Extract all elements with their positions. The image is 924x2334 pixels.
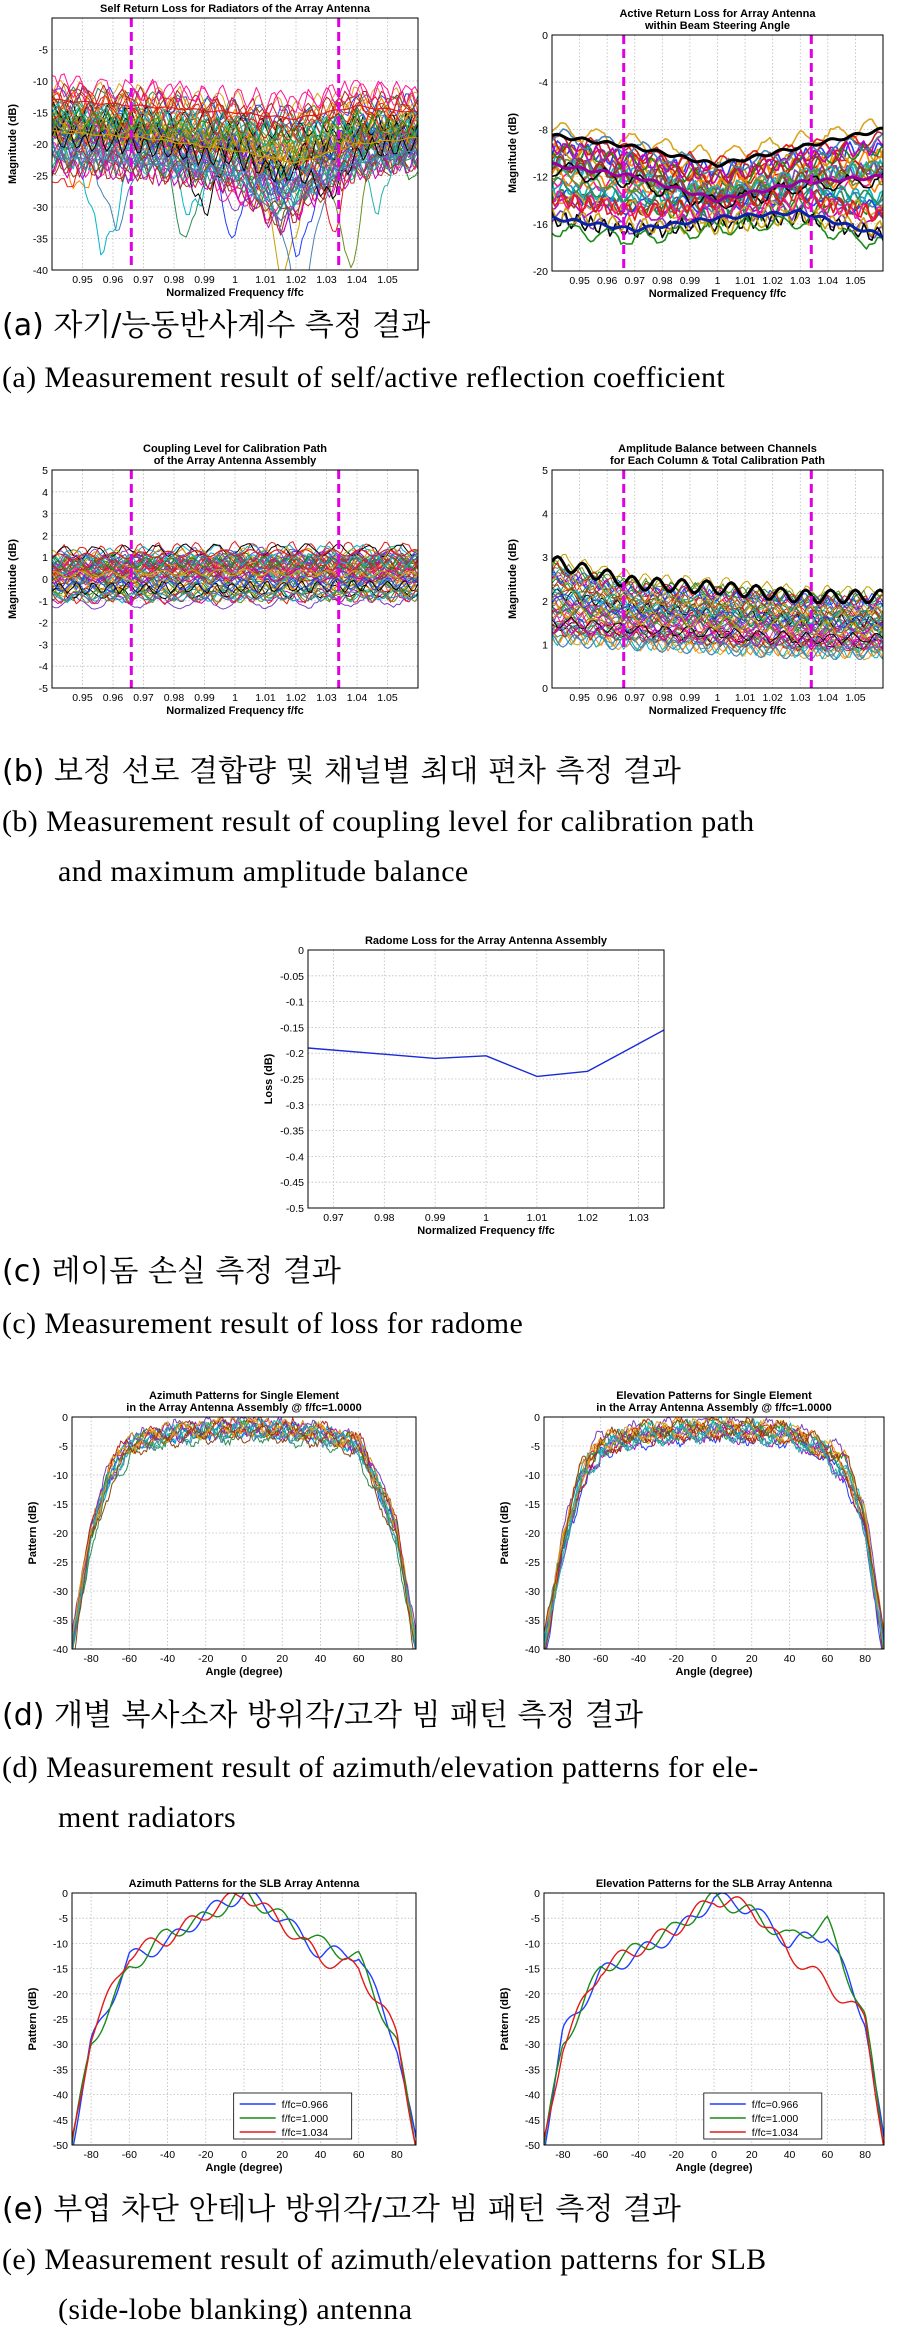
y-tick-label: 5 xyxy=(542,465,548,477)
x-axis-label: Normalized Frequency f/fc xyxy=(417,1225,555,1237)
legend-label: f/fc=1.000 xyxy=(751,2113,799,2125)
x-tick-label: 60 xyxy=(352,2149,365,2161)
x-tick-label: 40 xyxy=(314,1653,327,1665)
x-tick-label: 0.98 xyxy=(163,692,185,704)
y-tick-label: -10 xyxy=(32,76,48,88)
y-tick-label: -15 xyxy=(32,107,48,120)
y-tick-label: -10 xyxy=(524,1470,540,1482)
y-axis-label: Magnitude (dB) xyxy=(507,112,519,194)
y-tick-label: -20 xyxy=(532,266,548,278)
x-tick-label: 1.04 xyxy=(817,692,839,704)
x-tick-label: -20 xyxy=(198,1653,214,1665)
x-tick-label: 0.95 xyxy=(72,274,93,286)
x-tick-label: 1.02 xyxy=(285,274,307,286)
x-axis-label: Normalized Frequency f/fc xyxy=(166,705,304,717)
y-tick-label: -40 xyxy=(52,1644,68,1656)
y-axis-label: Pattern (dB) xyxy=(499,1501,511,1565)
caption-d-english-line1: (d) Measurement result of azimuth/elevation patterns for ele- xyxy=(2,1751,759,1784)
chart-title: Elevation Patterns for the SLB Array Antenna xyxy=(595,1878,833,1890)
x-tick-label: 1.04 xyxy=(346,274,368,286)
x-tick-label: 0.96 xyxy=(102,692,124,704)
x-axis-label: Normalized Frequency f/fc xyxy=(648,288,787,300)
x-tick-label: 0 xyxy=(711,1653,717,1665)
x-tick-label: 0.97 xyxy=(133,274,154,286)
x-tick-label: -20 xyxy=(668,1653,684,1665)
x-tick-label: 1.03 xyxy=(790,692,811,704)
y-tick-label: -10 xyxy=(52,1470,68,1482)
caption-d-korean: (d) 개별 복사소자 방위각/고각 빔 패턴 측정 결과 xyxy=(2,1698,643,1733)
caption-c-english: (c) Measurement result of loss for radome xyxy=(2,1307,524,1340)
x-tick-label: -40 xyxy=(159,2149,176,2161)
x-tick-label: 0.96 xyxy=(596,692,618,704)
y-tick-label: 3 xyxy=(542,552,548,565)
x-tick-label: 40 xyxy=(314,2149,327,2161)
chart-title: for Each Column & Total Calibration Path xyxy=(610,455,825,467)
x-axis-label: Angle (degree) xyxy=(675,1666,753,1678)
y-tick-label: -30 xyxy=(52,2039,68,2052)
y-tick-label: 5 xyxy=(42,465,48,477)
x-tick-label: -40 xyxy=(630,2149,647,2161)
y-tick-label: -15 xyxy=(524,1499,540,1511)
y-tick-label: -16 xyxy=(532,218,548,231)
x-tick-label: 0.95 xyxy=(569,692,590,704)
y-tick-label: -15 xyxy=(52,1963,68,1976)
y-tick-label: -35 xyxy=(524,2064,540,2077)
y-tick-label: -5 xyxy=(38,44,48,57)
caption-c-korean: (c) 레이돔 손실 측정 결과 xyxy=(2,1254,341,1289)
y-tick-label: -30 xyxy=(524,1586,540,1598)
y-tick-label: -25 xyxy=(52,2014,68,2026)
y-tick-label: -0.35 xyxy=(280,1125,304,1138)
y-tick-label: -4 xyxy=(538,77,548,90)
x-tick-label: 60 xyxy=(352,1653,365,1665)
y-tick-label: -20 xyxy=(524,1528,540,1540)
y-tick-label: -35 xyxy=(32,233,48,246)
x-tick-label: 20 xyxy=(745,1653,758,1665)
x-tick-label: 1.01 xyxy=(526,1212,548,1224)
x-tick-label: 60 xyxy=(821,2149,834,2161)
y-tick-label: -25 xyxy=(524,2014,540,2026)
x-tick-label: 1.01 xyxy=(255,692,276,704)
y-tick-label: -20 xyxy=(32,139,48,151)
x-tick-label: 1.01 xyxy=(734,275,756,287)
x-tick-label: 0.99 xyxy=(194,274,215,286)
y-axis-label: Magnitude (dB) xyxy=(7,103,19,185)
x-tick-label: 0 xyxy=(241,2149,247,2161)
chart-title: in the Array Antenna Assembly @ f/fc=1.0000 xyxy=(126,1402,362,1414)
x-tick-label: -80 xyxy=(555,1653,571,1665)
y-tick-label: 0 xyxy=(42,574,48,586)
x-axis-label: Angle (degree) xyxy=(205,1666,283,1678)
y-tick-label: -5 xyxy=(530,1913,540,1926)
x-tick-label: -80 xyxy=(83,1653,99,1665)
x-tick-label: 1.05 xyxy=(377,692,398,704)
y-tick-label: -40 xyxy=(52,2089,68,2102)
y-tick-label: 0 xyxy=(534,1412,540,1424)
caption-a-korean: (a) 자기/능동반사계수 측정 결과 xyxy=(2,308,431,343)
chart-title: Active Return Loss for Array Antenna xyxy=(619,8,816,20)
x-tick-label: 1.01 xyxy=(734,692,756,704)
x-tick-label: -60 xyxy=(121,1653,137,1665)
x-tick-label: 1.05 xyxy=(845,275,866,287)
x-tick-label: 0 xyxy=(241,1653,247,1665)
y-tick-label: 0 xyxy=(542,30,548,42)
y-tick-label: -2 xyxy=(38,617,48,630)
chart-title: Radome Loss for the Array Antenna Assembly xyxy=(364,935,608,947)
y-tick-label: -5 xyxy=(58,1441,68,1453)
x-tick-label: 60 xyxy=(821,1653,834,1665)
y-tick-label: -15 xyxy=(52,1499,68,1511)
legend-label: f/fc=0.966 xyxy=(751,2099,799,2111)
y-tick-label: -40 xyxy=(524,1644,540,1656)
x-axis-label: Angle (degree) xyxy=(675,2162,753,2174)
caption-a-english: (a) Measurement result of self/active reflection coefficient xyxy=(2,361,726,394)
y-tick-label: -30 xyxy=(32,202,48,214)
y-tick-label: -0.4 xyxy=(285,1151,304,1164)
x-tick-label: 0.99 xyxy=(194,692,215,704)
y-tick-label: -0.5 xyxy=(285,1203,304,1215)
x-tick-label: -60 xyxy=(593,1653,609,1665)
x-tick-label: -40 xyxy=(159,1653,176,1665)
y-tick-label: -40 xyxy=(524,2089,540,2102)
y-tick-label: -0.15 xyxy=(280,1022,304,1035)
y-tick-label: -0.1 xyxy=(285,996,304,1009)
y-tick-label: 2 xyxy=(542,595,548,608)
x-tick-label: 0.97 xyxy=(624,692,645,704)
x-tick-label: 1 xyxy=(232,692,238,704)
chart-title: Coupling Level for Calibration Path xyxy=(143,443,327,455)
caption-e-english-line2: (side-lobe blanking) antenna xyxy=(58,2293,413,2326)
y-tick-label: 1 xyxy=(542,639,548,652)
x-tick-label: 1.05 xyxy=(845,692,866,704)
caption-b-korean: (b) 보정 선로 결합량 및 채널별 최대 편차 측정 결과 xyxy=(2,754,681,789)
y-tick-label: 0 xyxy=(62,1888,68,1900)
x-tick-label: -80 xyxy=(83,2149,99,2161)
chart-title: Azimuth Patterns for Single Element xyxy=(148,1390,340,1402)
y-axis-label: Magnitude (dB) xyxy=(507,538,519,620)
legend-label: f/fc=1.034 xyxy=(281,2127,329,2139)
x-tick-label: -60 xyxy=(121,2149,137,2161)
y-tick-label: 4 xyxy=(542,508,548,521)
y-tick-label: -20 xyxy=(52,1528,68,1540)
x-tick-label: 0.95 xyxy=(72,692,93,704)
x-tick-label: 40 xyxy=(783,1653,796,1665)
x-axis-label: Normalized Frequency f/fc xyxy=(166,287,304,299)
caption-d-english-line2: ment radiators xyxy=(58,1801,237,1834)
y-tick-label: -25 xyxy=(52,1557,68,1569)
y-tick-label: -0.05 xyxy=(280,970,304,983)
x-axis-label: Angle (degree) xyxy=(205,2162,283,2174)
y-tick-label: -0.45 xyxy=(280,1177,304,1190)
x-tick-label: 0.99 xyxy=(424,1212,446,1224)
x-tick-label: 1.01 xyxy=(255,274,276,286)
x-tick-label: 0.97 xyxy=(133,692,154,704)
x-tick-label: 1 xyxy=(714,692,721,704)
y-tick-label: 2 xyxy=(42,530,48,543)
y-tick-label: -45 xyxy=(524,2114,540,2127)
chart-title: Azimuth Patterns for the SLB Array Antenna xyxy=(128,1878,360,1890)
y-tick-label: 0 xyxy=(298,945,304,957)
y-tick-label: -5 xyxy=(58,1913,68,1926)
y-axis-label: Loss (dB) xyxy=(263,1053,275,1105)
y-tick-label: 0 xyxy=(542,683,548,695)
y-tick-label: -40 xyxy=(32,265,48,277)
x-tick-label: -20 xyxy=(198,2149,214,2161)
y-tick-label: -25 xyxy=(32,170,48,183)
y-tick-label: 4 xyxy=(42,486,48,499)
y-tick-label: -25 xyxy=(524,1557,540,1569)
x-tick-label: 0.97 xyxy=(323,1212,344,1224)
y-tick-label: -3 xyxy=(38,639,48,652)
x-tick-label: 1.03 xyxy=(316,274,337,286)
y-axis-label: Magnitude (dB) xyxy=(7,538,19,620)
y-tick-label: -0.3 xyxy=(285,1099,304,1112)
y-tick-label: 0 xyxy=(534,1888,540,1900)
y-tick-label: -35 xyxy=(524,1615,540,1627)
y-tick-label: 1 xyxy=(42,552,48,565)
x-tick-label: 0.99 xyxy=(679,275,701,287)
x-tick-label: 0 xyxy=(711,2149,717,2161)
legend-label: f/fc=1.034 xyxy=(751,2127,799,2139)
x-tick-label: 1.02 xyxy=(577,1212,598,1224)
x-tick-label: 1.03 xyxy=(790,275,811,287)
y-tick-label: -0.25 xyxy=(280,1074,304,1086)
x-tick-label: 0.97 xyxy=(624,275,645,287)
x-tick-label: 0.96 xyxy=(102,274,124,286)
x-tick-label: 1.03 xyxy=(316,692,337,704)
y-axis-label: Pattern (dB) xyxy=(27,1501,39,1565)
x-tick-label: -80 xyxy=(555,2149,571,2161)
x-tick-label: 1 xyxy=(232,274,238,286)
x-tick-label: -40 xyxy=(630,1653,647,1665)
y-tick-label: -50 xyxy=(524,2140,540,2152)
x-tick-label: 1.04 xyxy=(346,692,368,704)
chart-title: within Beam Steering Angle xyxy=(644,20,791,32)
x-tick-label: 0.98 xyxy=(374,1212,395,1224)
x-tick-label: 1.02 xyxy=(762,275,783,287)
y-tick-label: -30 xyxy=(52,1586,68,1598)
chart-title: Elevation Patterns for Single Element xyxy=(616,1390,812,1402)
legend-label: f/fc=0.966 xyxy=(281,2099,329,2111)
y-tick-label: -20 xyxy=(524,1988,540,2001)
chart-title: in the Array Antenna Assembly @ f/fc=1.0000 xyxy=(596,1402,832,1414)
x-tick-label: 40 xyxy=(783,2149,796,2161)
y-tick-label: 3 xyxy=(42,508,48,521)
y-tick-label: -10 xyxy=(52,1938,68,1951)
x-tick-label: 80 xyxy=(859,1653,871,1665)
caption-e-english-line1: (e) Measurement result of azimuth/elevation patterns for SLB xyxy=(2,2243,767,2276)
x-tick-label: -20 xyxy=(668,2149,684,2161)
x-tick-label: 80 xyxy=(391,2149,403,2161)
x-tick-label: 1.02 xyxy=(762,692,783,704)
y-axis-label: Pattern (dB) xyxy=(499,1987,511,2051)
x-tick-label: 0.98 xyxy=(163,274,185,286)
x-tick-label: 1.03 xyxy=(628,1212,649,1224)
chart-title: Self Return Loss for Radiators of the Array Antenna xyxy=(100,3,370,15)
caption-b-english-line2: and maximum amplitude balance xyxy=(58,855,469,888)
y-tick-label: -30 xyxy=(524,2039,540,2052)
x-tick-label: 20 xyxy=(745,2149,758,2161)
caption-e-korean: (e) 부엽 차단 안테나 방위각/고각 빔 패턴 측정 결과 xyxy=(2,2192,681,2227)
x-tick-label: 20 xyxy=(276,2149,289,2161)
y-axis-label: Pattern (dB) xyxy=(27,1987,39,2051)
y-tick-label: -45 xyxy=(52,2114,68,2127)
chart-title: Amplitude Balance between Channels xyxy=(618,443,817,455)
x-tick-label: 0.98 xyxy=(652,275,673,287)
y-tick-label: -5 xyxy=(530,1441,540,1453)
y-tick-label: -15 xyxy=(524,1963,540,1976)
legend-label: f/fc=1.000 xyxy=(281,2113,329,2125)
x-tick-label: 1.04 xyxy=(817,275,839,287)
x-tick-label: 20 xyxy=(276,1653,289,1665)
x-axis-label: Normalized Frequency f/fc xyxy=(648,705,787,717)
x-tick-label: 0.96 xyxy=(596,275,618,287)
x-tick-label: 1.05 xyxy=(377,274,398,286)
y-tick-label: 0 xyxy=(62,1412,68,1424)
y-tick-label: -10 xyxy=(524,1938,540,1951)
x-tick-label: 0.95 xyxy=(569,275,590,287)
x-tick-label: 1 xyxy=(714,275,721,287)
x-tick-label: 80 xyxy=(391,1653,403,1665)
y-tick-label: -4 xyxy=(38,661,48,674)
y-tick-label: -35 xyxy=(52,2064,68,2077)
y-tick-label: -0.2 xyxy=(285,1048,304,1061)
x-tick-label: 1.02 xyxy=(285,692,307,704)
y-tick-label: -20 xyxy=(52,1988,68,2001)
y-tick-label: -12 xyxy=(532,171,548,184)
x-tick-label: 1 xyxy=(483,1212,489,1224)
chart-title: of the Array Antenna Assembly xyxy=(153,455,317,467)
x-tick-label: -60 xyxy=(593,2149,609,2161)
y-tick-label: -50 xyxy=(52,2140,68,2152)
caption-b-english-line1: (b) Measurement result of coupling level for calibration path xyxy=(2,805,755,838)
y-tick-label: -8 xyxy=(538,124,548,137)
x-tick-label: 80 xyxy=(859,2149,871,2161)
y-tick-label: -1 xyxy=(38,595,48,608)
x-tick-label: 0.98 xyxy=(652,692,673,704)
x-tick-label: 0.99 xyxy=(679,692,701,704)
y-tick-label: -35 xyxy=(52,1615,68,1627)
y-tick-label: -5 xyxy=(38,683,48,695)
